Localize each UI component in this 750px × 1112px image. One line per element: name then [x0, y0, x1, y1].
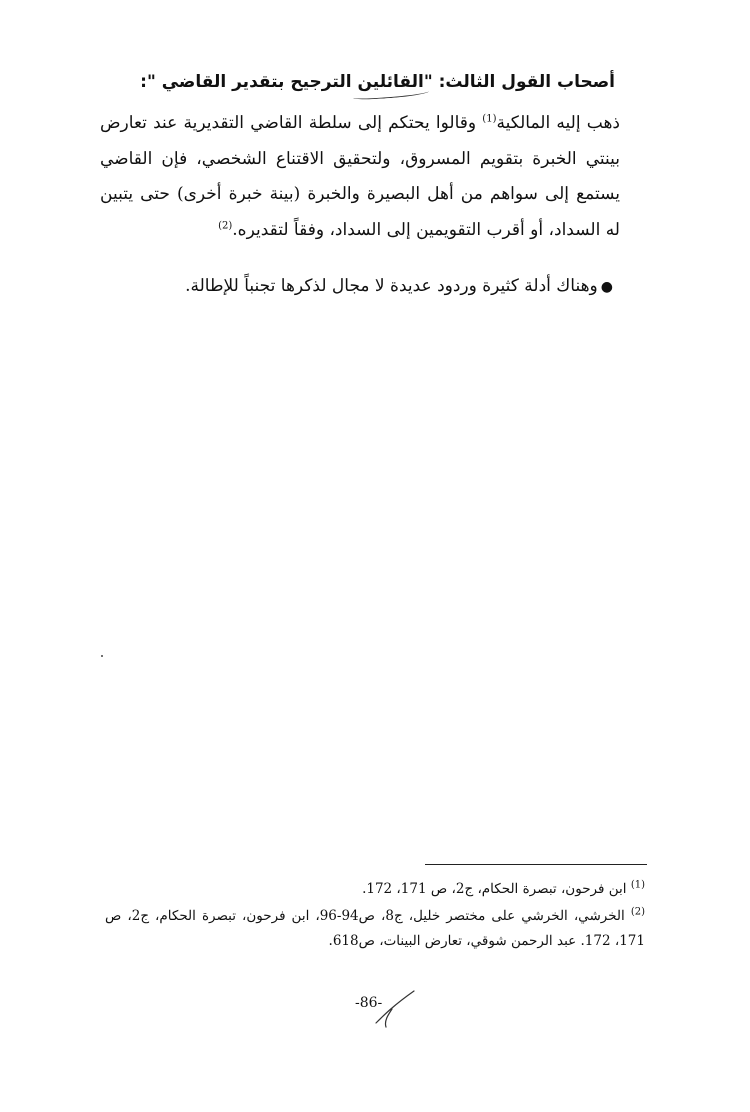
footnote-2-text: الخرشي، الخرشي على مختصر خليل، ج8، ص94-96، ابن فرحون، تبصرة الحكام، ج2، ص 171، 172. عبد الرحمن شوقي، تعارض البينات، ص618.	[105, 908, 645, 949]
heading-prefix: أصحاب القول الثالث: "	[423, 72, 615, 92]
section-heading	[95, 70, 615, 94]
footnote-2	[105, 904, 645, 954]
paragraph-text-part2: وقالوا يحتكم إلى سلطة القاضي التقديرية عند تعارض بينتي الخبرة بتقويم المسروق، ولتحقيق الاقتناع الشخصي، فإن القاضي يستمع إلى سواهم من أهل البصيرة والخبرة (بينة خبرة أخرى) حتى يتبين له السداد، أو أقرب التقويمين إلى السداد، وفقاً لتقديره.	[100, 113, 620, 240]
bullet-text: وهناك أدلة كثيرة وردود عديدة لا مجال لذكرها تجنباً للإطالة.	[185, 276, 598, 296]
footnote-separator	[425, 864, 647, 865]
page-number: -86-	[355, 995, 383, 1011]
footnote-2-body	[105, 904, 645, 954]
pen-scribble-icon	[370, 985, 420, 1030]
bullet-dot-icon: ●	[600, 279, 613, 295]
footnote-ref-2: (2)	[218, 219, 233, 231]
heading-suffix: الترجيح بتقدير القاضي ":	[140, 72, 358, 92]
body-paragraph	[100, 106, 620, 248]
footnote-ref-1: (1)	[482, 113, 497, 125]
heading-underlined-word: القائلين	[357, 72, 424, 92]
scan-speck	[101, 655, 103, 657]
bullet-item	[93, 271, 613, 302]
footnote-1-text: ابن فرحون، تبصرة الحكام، ج2، ص 171، 172.	[362, 881, 631, 897]
paragraph-text-part1: ذهب إليه المالكية	[496, 113, 621, 133]
footnote-1-marker: (1)	[630, 879, 645, 891]
footnote-1	[105, 877, 645, 902]
footnote-2-marker: (2)	[630, 906, 645, 918]
